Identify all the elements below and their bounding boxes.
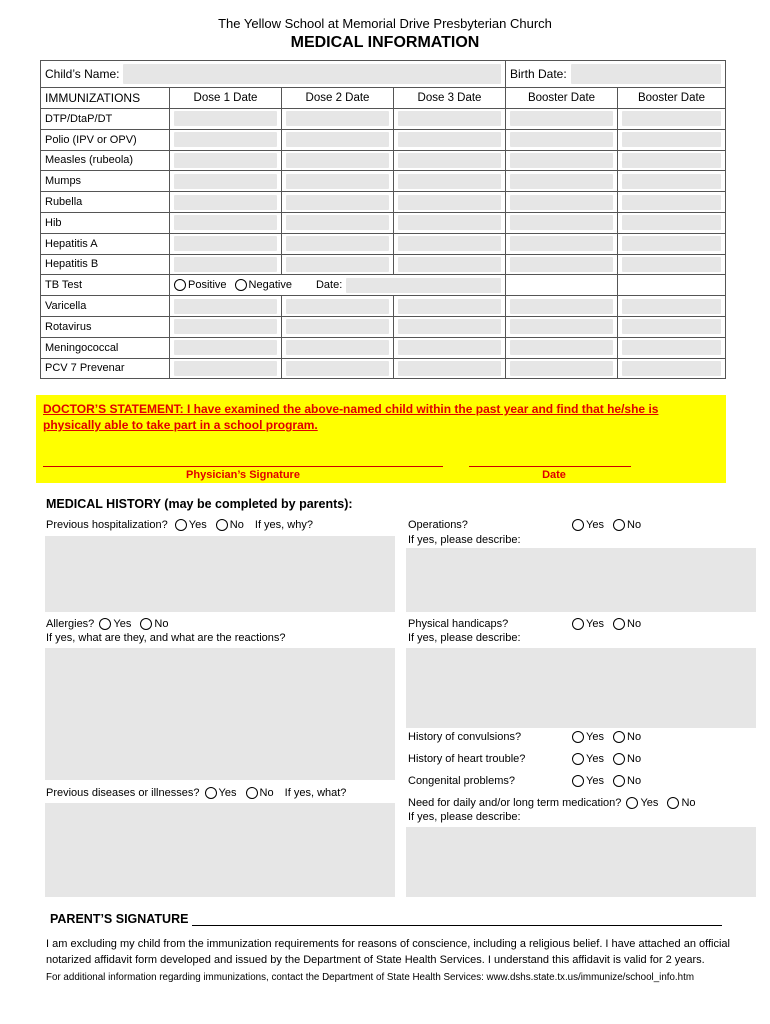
no-label: No (681, 797, 696, 809)
allergies-no-radio[interactable] (140, 618, 152, 630)
no-label: No (259, 787, 274, 799)
yes-label: Yes (218, 787, 237, 799)
vaccine-name: TB Test (41, 275, 170, 296)
handicaps-yes-radio[interactable] (572, 618, 584, 630)
operations-no-radio[interactable] (613, 519, 625, 531)
immunizations-header: IMMUNIZATIONS (41, 88, 170, 109)
tb-date-label: Date: (315, 279, 343, 292)
dose-date-input[interactable] (622, 195, 721, 210)
dose-date-input[interactable] (622, 236, 721, 251)
dose-date-input[interactable] (174, 319, 277, 334)
dose-date-input[interactable] (510, 257, 613, 272)
congenital-no-radio[interactable] (613, 775, 625, 787)
heart-no-radio[interactable] (613, 753, 625, 765)
vaccine-name: Hib (41, 212, 170, 233)
dose-date-input[interactable] (510, 361, 613, 376)
dose-date-input[interactable] (622, 361, 721, 376)
dose-date-input[interactable] (174, 299, 277, 314)
dose-date-input[interactable] (286, 111, 389, 126)
dose-date-input[interactable] (510, 132, 613, 147)
birth-date-input[interactable] (571, 64, 721, 84)
tb-negative-radio[interactable] (235, 279, 247, 291)
physician-signature-line[interactable] (43, 466, 443, 467)
child-name-input[interactable] (123, 64, 501, 84)
hospitalization-no-radio[interactable] (216, 519, 228, 531)
tb-positive-radio[interactable] (174, 279, 186, 291)
operations-details-input[interactable] (406, 548, 756, 612)
immunization-row (41, 337, 726, 358)
dose-date-input[interactable] (174, 132, 277, 147)
child-info-row (41, 61, 726, 88)
congenital-label: Congenital problems? (408, 775, 516, 787)
dose-date-input[interactable] (398, 215, 501, 230)
vaccine-name: Mumps (41, 171, 170, 192)
diseases-what-label: If yes, what? (284, 787, 347, 799)
immunization-row (41, 212, 726, 233)
physician-signature-label: Physician’s Signature (186, 469, 300, 481)
dose-date-input[interactable] (622, 132, 721, 147)
hospitalization-why-label: If yes, why? (254, 519, 313, 531)
dose-date-input[interactable] (622, 319, 721, 334)
convulsions-no-radio[interactable] (613, 731, 625, 743)
dose-date-input[interactable] (398, 111, 501, 126)
exclusion-statement: I am excluding my child from the immunization requirements for reasons of conscience, including a religious belief. I have attached an official notarized affidavit form developed and issued by the Department of State Health Services. I understand this affidavit is valid for 2 years. (46, 938, 730, 966)
heart-label: History of heart trouble? (408, 753, 526, 765)
convulsions-label: History of convulsions? (408, 731, 522, 743)
medication-no-radio[interactable] (667, 797, 679, 809)
dose-date-input[interactable] (622, 111, 721, 126)
dose-date-input[interactable] (622, 299, 721, 314)
heart-options (572, 753, 641, 765)
dose-date-input[interactable] (286, 236, 389, 251)
dose-date-input[interactable] (622, 153, 721, 168)
handicaps-no-radio[interactable] (613, 618, 625, 630)
empty-cell (506, 275, 618, 296)
yes-label: Yes (586, 519, 604, 531)
dose-date-input[interactable] (286, 340, 389, 355)
immunization-row (41, 358, 726, 379)
yes-label: Yes (586, 618, 604, 630)
dose-date-input[interactable] (510, 215, 613, 230)
immunization-row (41, 316, 726, 337)
dose-date-input[interactable] (622, 174, 721, 189)
dose-date-input[interactable] (398, 132, 501, 147)
dose-date-input[interactable] (510, 153, 613, 168)
dose-date-input[interactable] (174, 174, 277, 189)
dose-date-input[interactable] (174, 361, 277, 376)
parent-signature-label: PARENT’S SIGNATURE (50, 912, 189, 926)
no-label: No (627, 618, 642, 630)
diseases-yes-radio[interactable] (205, 787, 217, 799)
handicaps-options (572, 618, 641, 630)
allergies-details-input[interactable] (45, 648, 395, 780)
column-header: Booster Date (506, 88, 618, 109)
dose-date-input[interactable] (510, 319, 613, 334)
no-label: No (627, 519, 642, 531)
vaccine-name: Rotavirus (41, 316, 170, 337)
dose-date-input[interactable] (174, 153, 277, 168)
dose-date-input[interactable] (398, 340, 501, 355)
dose-date-input[interactable] (398, 174, 501, 189)
yes-label: Yes (586, 731, 604, 743)
dose-date-input[interactable] (174, 257, 277, 272)
empty-cell (618, 275, 726, 296)
dose-date-input[interactable] (286, 299, 389, 314)
school-name: The Yellow School at Memorial Drive Presbyterian Church (218, 16, 552, 31)
vaccine-name: Measles (rubeola) (41, 150, 170, 171)
tb-positive-label: Positive (188, 279, 227, 292)
birth-date-label: Birth Date: (510, 67, 567, 81)
dose-date-input[interactable] (286, 174, 389, 189)
immunization-row (41, 296, 726, 317)
dose-date-input[interactable] (510, 236, 613, 251)
congenital-options (572, 775, 641, 787)
dose-date-input[interactable] (622, 257, 721, 272)
page-title: MEDICAL INFORMATION (290, 34, 480, 51)
vaccine-name: Varicella (41, 296, 170, 317)
column-header: Dose 3 Date (394, 88, 506, 109)
operations-yes-radio[interactable] (572, 519, 584, 531)
yes-label: Yes (113, 618, 132, 630)
doctor-date-label: Date (542, 469, 566, 481)
dose-date-input[interactable] (510, 340, 613, 355)
vaccine-name: Polio (IPV or OPV) (41, 129, 170, 150)
medication-yes-radio[interactable] (626, 797, 638, 809)
yes-label: Yes (188, 519, 207, 531)
allergies-label: Allergies? (46, 618, 95, 630)
operations-describe-label: If yes, please describe: (408, 534, 521, 546)
immunization-row (41, 129, 726, 150)
allergies-yes-radio[interactable] (99, 618, 111, 630)
convulsions-yes-radio[interactable] (572, 731, 584, 743)
allergies-detail-label: If yes, what are they, and what are the reactions? (46, 632, 286, 644)
medication-details-input[interactable] (406, 827, 756, 897)
no-label: No (229, 519, 244, 531)
hospitalization-details-input[interactable] (45, 536, 395, 612)
dose-date-input[interactable] (174, 111, 277, 126)
immunization-header-row (41, 88, 726, 109)
immunization-row (41, 192, 726, 213)
yes-label: Yes (640, 797, 659, 809)
heart-yes-radio[interactable] (572, 753, 584, 765)
diseases-label: Previous diseases or illnesses? (46, 787, 200, 799)
hospitalization-yes-radio[interactable] (175, 519, 187, 531)
child-name-label: Child’s Name: (45, 67, 120, 81)
yes-label: Yes (586, 753, 604, 765)
dose-date-input[interactable] (286, 319, 389, 334)
dose-date-input[interactable] (286, 215, 389, 230)
tb-negative-label: Negative (248, 279, 292, 292)
immunization-row (41, 109, 726, 130)
dose-date-input[interactable] (510, 195, 613, 210)
dose-date-input[interactable] (510, 299, 613, 314)
dose-date-input[interactable] (286, 257, 389, 272)
no-label: No (627, 753, 642, 765)
dose-date-input[interactable] (398, 195, 501, 210)
vaccine-name: Meningococcal (41, 337, 170, 358)
diseases-details-input[interactable] (45, 803, 395, 897)
operations-label: Operations? (408, 519, 468, 531)
dose-date-input[interactable] (622, 215, 721, 230)
column-header: Dose 2 Date (282, 88, 394, 109)
medical-history-title: MEDICAL HISTORY (may be completed by parents): (46, 497, 353, 511)
column-header: Dose 1 Date (170, 88, 282, 109)
dose-date-input[interactable] (622, 340, 721, 355)
dose-date-input[interactable] (174, 195, 277, 210)
hospitalization-question (46, 519, 313, 531)
no-label: No (154, 618, 169, 630)
vaccine-name: Rubella (41, 192, 170, 213)
dose-date-input[interactable] (398, 257, 501, 272)
dose-date-input[interactable] (510, 111, 613, 126)
operations-options (572, 519, 641, 531)
convulsions-options (572, 731, 641, 743)
medication-describe-label: If yes, please describe: (408, 811, 521, 823)
column-header: Booster Date (618, 88, 726, 109)
vaccine-name: DTP/DtaP/DT (41, 109, 170, 130)
dose-date-input[interactable] (286, 195, 389, 210)
tb-date-input[interactable] (346, 278, 501, 293)
hospitalization-label: Previous hospitalization? (46, 519, 168, 531)
dose-date-input[interactable] (174, 215, 277, 230)
dose-date-input[interactable] (398, 361, 501, 376)
doctor-statement: DOCTOR’S STATEMENT: I have examined the above-named child within the past year and find that he/she is physically able to take part in a school program. (43, 402, 659, 432)
immunization-row (41, 254, 726, 275)
no-label: No (627, 775, 642, 787)
footer-note: For additional information regarding immunizations, contact the Department of State Health Services: www.dshs.state.tx.us/immunize/school_info.htm (46, 972, 694, 983)
vaccine-name: Hepatitis B (41, 254, 170, 275)
handicaps-label: Physical handicaps? (408, 618, 509, 630)
immunization-row (41, 233, 726, 254)
dose-date-input[interactable] (174, 236, 277, 251)
immunization-table (40, 60, 726, 379)
handicaps-details-input[interactable] (406, 648, 756, 728)
medication-question (408, 797, 696, 809)
immunization-row (41, 171, 726, 192)
dose-date-input[interactable] (398, 299, 501, 314)
yes-label: Yes (586, 775, 604, 787)
dose-date-input[interactable] (398, 153, 501, 168)
dose-date-input[interactable] (286, 361, 389, 376)
allergies-question (46, 618, 168, 630)
diseases-question (46, 787, 346, 799)
dose-date-input[interactable] (398, 236, 501, 251)
vaccine-name: PCV 7 Prevenar (41, 358, 170, 379)
dose-date-input[interactable] (174, 340, 277, 355)
diseases-no-radio[interactable] (246, 787, 258, 799)
handicaps-describe-label: If yes, please describe: (408, 632, 521, 644)
immunization-row (41, 275, 726, 296)
dose-date-input[interactable] (286, 132, 389, 147)
dose-date-input[interactable] (286, 153, 389, 168)
parent-signature-line[interactable] (192, 925, 722, 926)
vaccine-name: Hepatitis A (41, 233, 170, 254)
doctor-date-line[interactable] (469, 466, 631, 467)
dose-date-input[interactable] (398, 319, 501, 334)
medication-label: Need for daily and/or long term medication? (408, 797, 622, 809)
no-label: No (627, 731, 642, 743)
immunization-row (41, 150, 726, 171)
congenital-yes-radio[interactable] (572, 775, 584, 787)
dose-date-input[interactable] (510, 174, 613, 189)
